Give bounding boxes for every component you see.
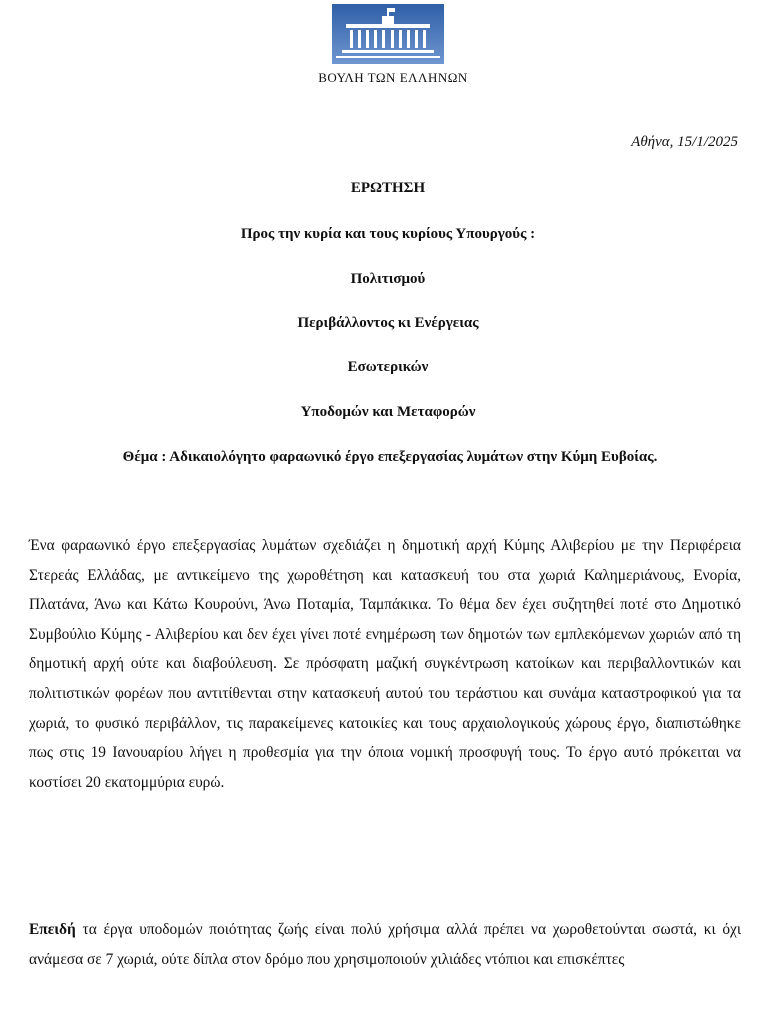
paragraph-2-text: τα έργα υποδομών ποιότητας ζωής είναι πολύ χρήσιμα αλλά πρέπει να χωροθετούνται σωστά, κι όχι ανάμεσα σε 7 χωριά, ούτε δίπλα στον δρόμο που χρησιμοποιούν χιλιάδες ντόπιοι και επισκέπτες: [29, 921, 741, 968]
ministry-culture: Πολιτισμού: [350, 271, 426, 287]
ministry-infrastructure: Υποδομών και Μεταφορών: [300, 404, 476, 420]
document-title: ΕΡΩΤΗΣΗ: [350, 180, 426, 196]
ministry-interior: Εσωτερικών: [347, 359, 429, 375]
addressee-line: Προς την κυρία και τους κυρίους Υπουργούς :: [240, 226, 536, 242]
paragraph-lead-word: Επειδή: [29, 921, 76, 938]
body-paragraph-2: [29, 915, 741, 974]
parliament-building-icon: [332, 4, 444, 64]
organization-name: ΒΟΥΛΗ ΤΩΝ ΕΛΛΗΝΩΝ: [318, 70, 468, 85]
subject-line: Θέμα : Αδικαιολόγητο φαραωνικό έργο επεξεργασίας λυμάτων στην Κύμη Ευβοίας.: [122, 449, 658, 465]
body-paragraph-1: Ένα φαραωνικό έργο επεξεργασίας λυμάτων σχεδιάζει η δημοτική αρχή Κύμης Αλιβερίου με την Περιφέρεια Στερεάς Ελλάδας, με αντικείμενο της χωροθέτηση και κατασκευή του στα χωριά Καλημεριάνους, Ενορία, Πλατάνα, Άνω και Κάτω Κουρούνι, Άνω Ποταμία, Ταμπάκικα. Το θέμα δεν έχει συζητηθεί ποτέ στο Δημοτικό Συμβούλιο Κύμης - Αλιβερίου και δεν έχει γίνει ποτέ ενημέρωση των δημοτών των εμπλεκόμενων χωριών από τη δημοτική αρχή ούτε και διαβούλευση. Σε πρόσφατη μαζική συγκέντρωση κατοίκων και περιβαλλοντικών και πολιτιστικών φορέων που αντιτίθενται στην κατασκευή αυτού του τεράστιου και συνάμα καταστροφικού για τα χωριά, το φυσικό περιβάλλον, τις παρακείμενες κατοικίες και τους αρχαιολογικούς χώρους έργο, διαπιστώθηκε πως στις 19 Ιανουαρίου λήγει η προθεσμία για την όποια νομική προσφυγή τους. Το έργο αυτό πρόκειται να κοστίσει 20 εκατομμύρια ευρώ.: [29, 537, 741, 791]
document-date: Αθήνα, 15/1/2025: [631, 134, 738, 150]
ministry-environment: Περιβάλλοντος κι Ενέργειας: [297, 315, 479, 331]
